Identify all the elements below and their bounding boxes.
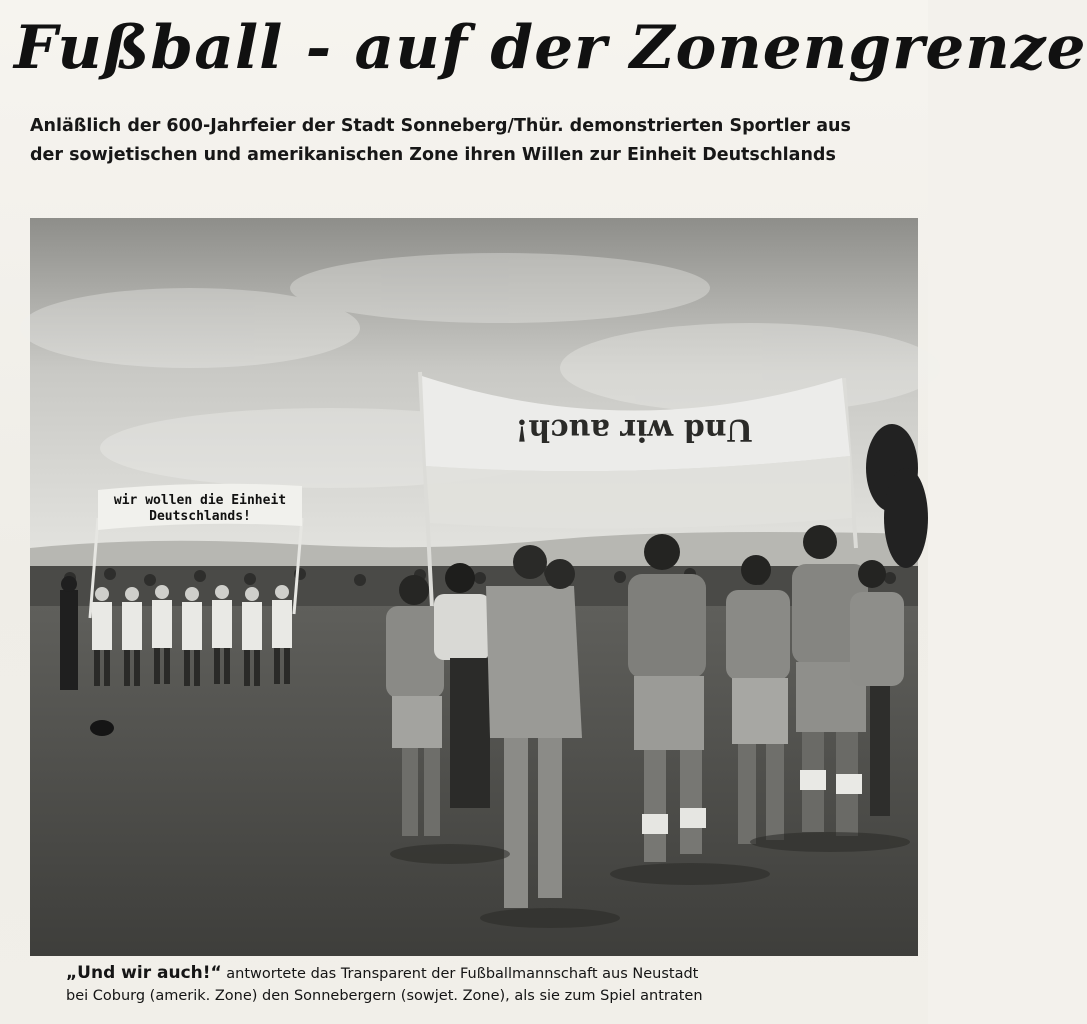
subhead-line-1: Anläßlich der 600-Jahrfeier der Stadt Sonneberg/Thür. demonstrierten Sportler aus bbox=[30, 116, 851, 136]
banner-large-text: Und wir auch! bbox=[515, 412, 753, 447]
banner-small-line-1: wir wollen die Einheit bbox=[113, 493, 287, 508]
caption-line-1 bbox=[66, 962, 906, 985]
press-photo bbox=[30, 218, 918, 956]
photo-illustration bbox=[30, 218, 918, 956]
caption-lead: „Und wir auch!“ bbox=[66, 963, 222, 983]
subhead-line-2: der sowjetischen und amerikanischen Zone ihren Willen zur Einheit Deutschlands bbox=[30, 145, 836, 165]
football bbox=[90, 720, 114, 736]
banner-small-line-2: Deutschlands! bbox=[149, 509, 251, 524]
photo-caption bbox=[66, 962, 906, 1007]
headline: Fußball - auf der Zonengrenze bbox=[14, 13, 1087, 83]
caption-line-2: bei Coburg (amerik. Zone) den Sonnebergern (sowjet. Zone), als sie zum Spiel antraten bbox=[66, 988, 703, 1004]
subhead bbox=[30, 112, 910, 170]
caption-line-1-rest: antwortete das Transparent der Fußballmannschaft aus Neustadt bbox=[221, 966, 699, 982]
